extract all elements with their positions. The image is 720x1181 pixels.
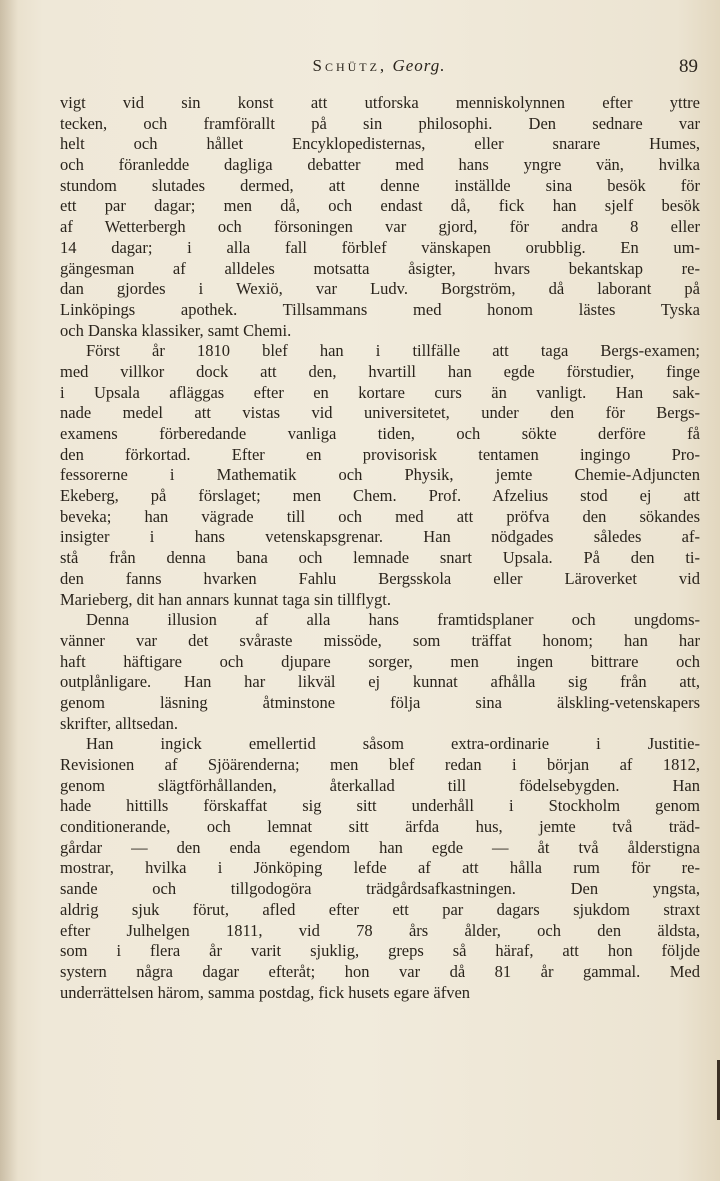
text-line: den fanns hvarken Fahlu Bergsskola eller Läroverket vid — [60, 568, 700, 588]
text-line: i Upsala afläggas efter en kortare curs än vanligt. Han sak- — [60, 382, 700, 402]
running-head — [60, 56, 698, 76]
text-line: gängesman af alldeles motsatta åsigter, hvars bekantskap re- — [60, 258, 700, 278]
text-line: fessorerne i Mathematik och Physik, jemte Chemie-Adjuncten — [60, 465, 700, 485]
text-line: nade medel att vistas vid universitetet, under den för Bergs- — [60, 403, 700, 423]
text-line: vigt vid sin konst att utforska menniskolynnen efter yttre — [60, 93, 700, 112]
text-line: Han ingick emellertid såsom extra-ordinarie i Justitie- — [86, 734, 700, 754]
page-header — [60, 56, 698, 86]
body-text — [60, 93, 700, 1003]
text-line: af Wetterbergh och försoningen var gjord, för andra 8 eller — [60, 217, 700, 237]
text-line: efter Julhelgen 1811, vid 78 års ålder, och den äldsta, — [60, 920, 700, 940]
page-number: 89 — [679, 56, 698, 77]
text-line: mostrar, hvilka i Jönköping lefde af att hålla rum för re- — [60, 858, 700, 878]
text-line: tecken, och framförallt på sin philosophi. Den sednare var — [60, 113, 700, 133]
text-line: dan gjordes i Wexiö, var Ludv. Borgström, då laborant på — [60, 279, 700, 299]
text-line: underrättelsen härom, samma postdag, fick husets egare äfven — [60, 982, 471, 1002]
text-line: den förkortad. Efter en provisorisk tentamen ingingo Pro- — [60, 444, 700, 464]
running-head-given-name: Georg. — [392, 56, 446, 75]
text-line: och Danska klassiker, samt Chemi. — [60, 320, 292, 340]
text-line: som i flera år varit sjuklig, greps så häraf, att hon följde — [60, 941, 700, 961]
text-line: stundom slutades dermed, att denne inställde sina besök för — [60, 175, 700, 195]
text-line: med villkor dock att den, hvartill han egde förstudier, finge — [60, 361, 700, 381]
text-line: haft häftigare och djupare sorger, men ingen bittrare och — [60, 651, 700, 671]
text-line: conditionerande, och lemnat sitt ärfda hus, jemte två träd- — [60, 817, 700, 837]
text-line: insigter i hans vetenskapsgrenar. Han nödgades således af- — [60, 527, 700, 547]
text-line: outplånligare. Han har likväl ej kunnat afhålla sig från att, — [60, 672, 700, 692]
text-line: sande och tillgodogöra trädgårdsafkastningen. Den yngsta, — [60, 879, 700, 899]
text-line: Linköpings apothek. Tillsammans med honom lästes Tyska — [60, 299, 700, 319]
text-line: Marieberg, dit han annars kunnat taga sin tillflygt. — [60, 589, 391, 609]
text-line: och föranledde dagliga debatter med hans yngre vän, hvilka — [60, 155, 700, 175]
text-line: stå från denna bana och lemnade snart Upsala. På den ti- — [60, 548, 700, 568]
text-line: gårdar — den enda egendom han egde — åt två ålderstigna — [60, 837, 700, 857]
text-line: 14 dagar; i alla fall förblef vänskapen orubblig. En um- — [60, 237, 700, 257]
text-line: aldrig sjuk förut, afled efter ett par dagars sjukdom straxt — [60, 899, 700, 919]
text-line: beveka; han vägrade till och med att pröfva den sökandes — [60, 506, 700, 526]
text-line: examens förberedande vanliga tiden, och sökte derföre få — [60, 424, 700, 443]
running-head-surname: Schütz, — [312, 56, 388, 75]
text-line: Revisionen af Sjöärenderna; men blef redan i början af 1812, — [60, 755, 700, 774]
spine-shadow — [0, 0, 18, 1181]
text-line: ett par dagar; men då, och endast då, fick han sjelf besök — [60, 196, 700, 216]
text-line: Denna illusion af alla hans framtidsplaner och ungdoms- — [86, 610, 700, 630]
text-line: skrifter, alltsedan. — [60, 713, 179, 733]
text-line: genom slägtförhållanden, återkallad till födelsebygden. Han — [60, 775, 700, 795]
text-line: genom läsning åtminstone följa sina älskling-vetenskapers — [60, 692, 700, 712]
text-line: helt och hållet Encyklopedisternas, eller snarare Humes, — [60, 134, 700, 154]
text-line: vänner var det svåraste missöde, som träffat honom; han har — [60, 630, 700, 650]
text-line: hade hittills förskaffat sig sitt underhåll i Stockholm genom — [60, 796, 700, 816]
text-line: systern några dagar efteråt; hon var då 81 år gammal. Med — [60, 961, 700, 981]
text-line: Ekeberg, på förslaget; men Chem. Prof. Afzelius stod ej att — [60, 486, 700, 506]
text-line: Först år 1810 blef han i tillfälle att taga Bergs-examen; — [86, 341, 700, 361]
